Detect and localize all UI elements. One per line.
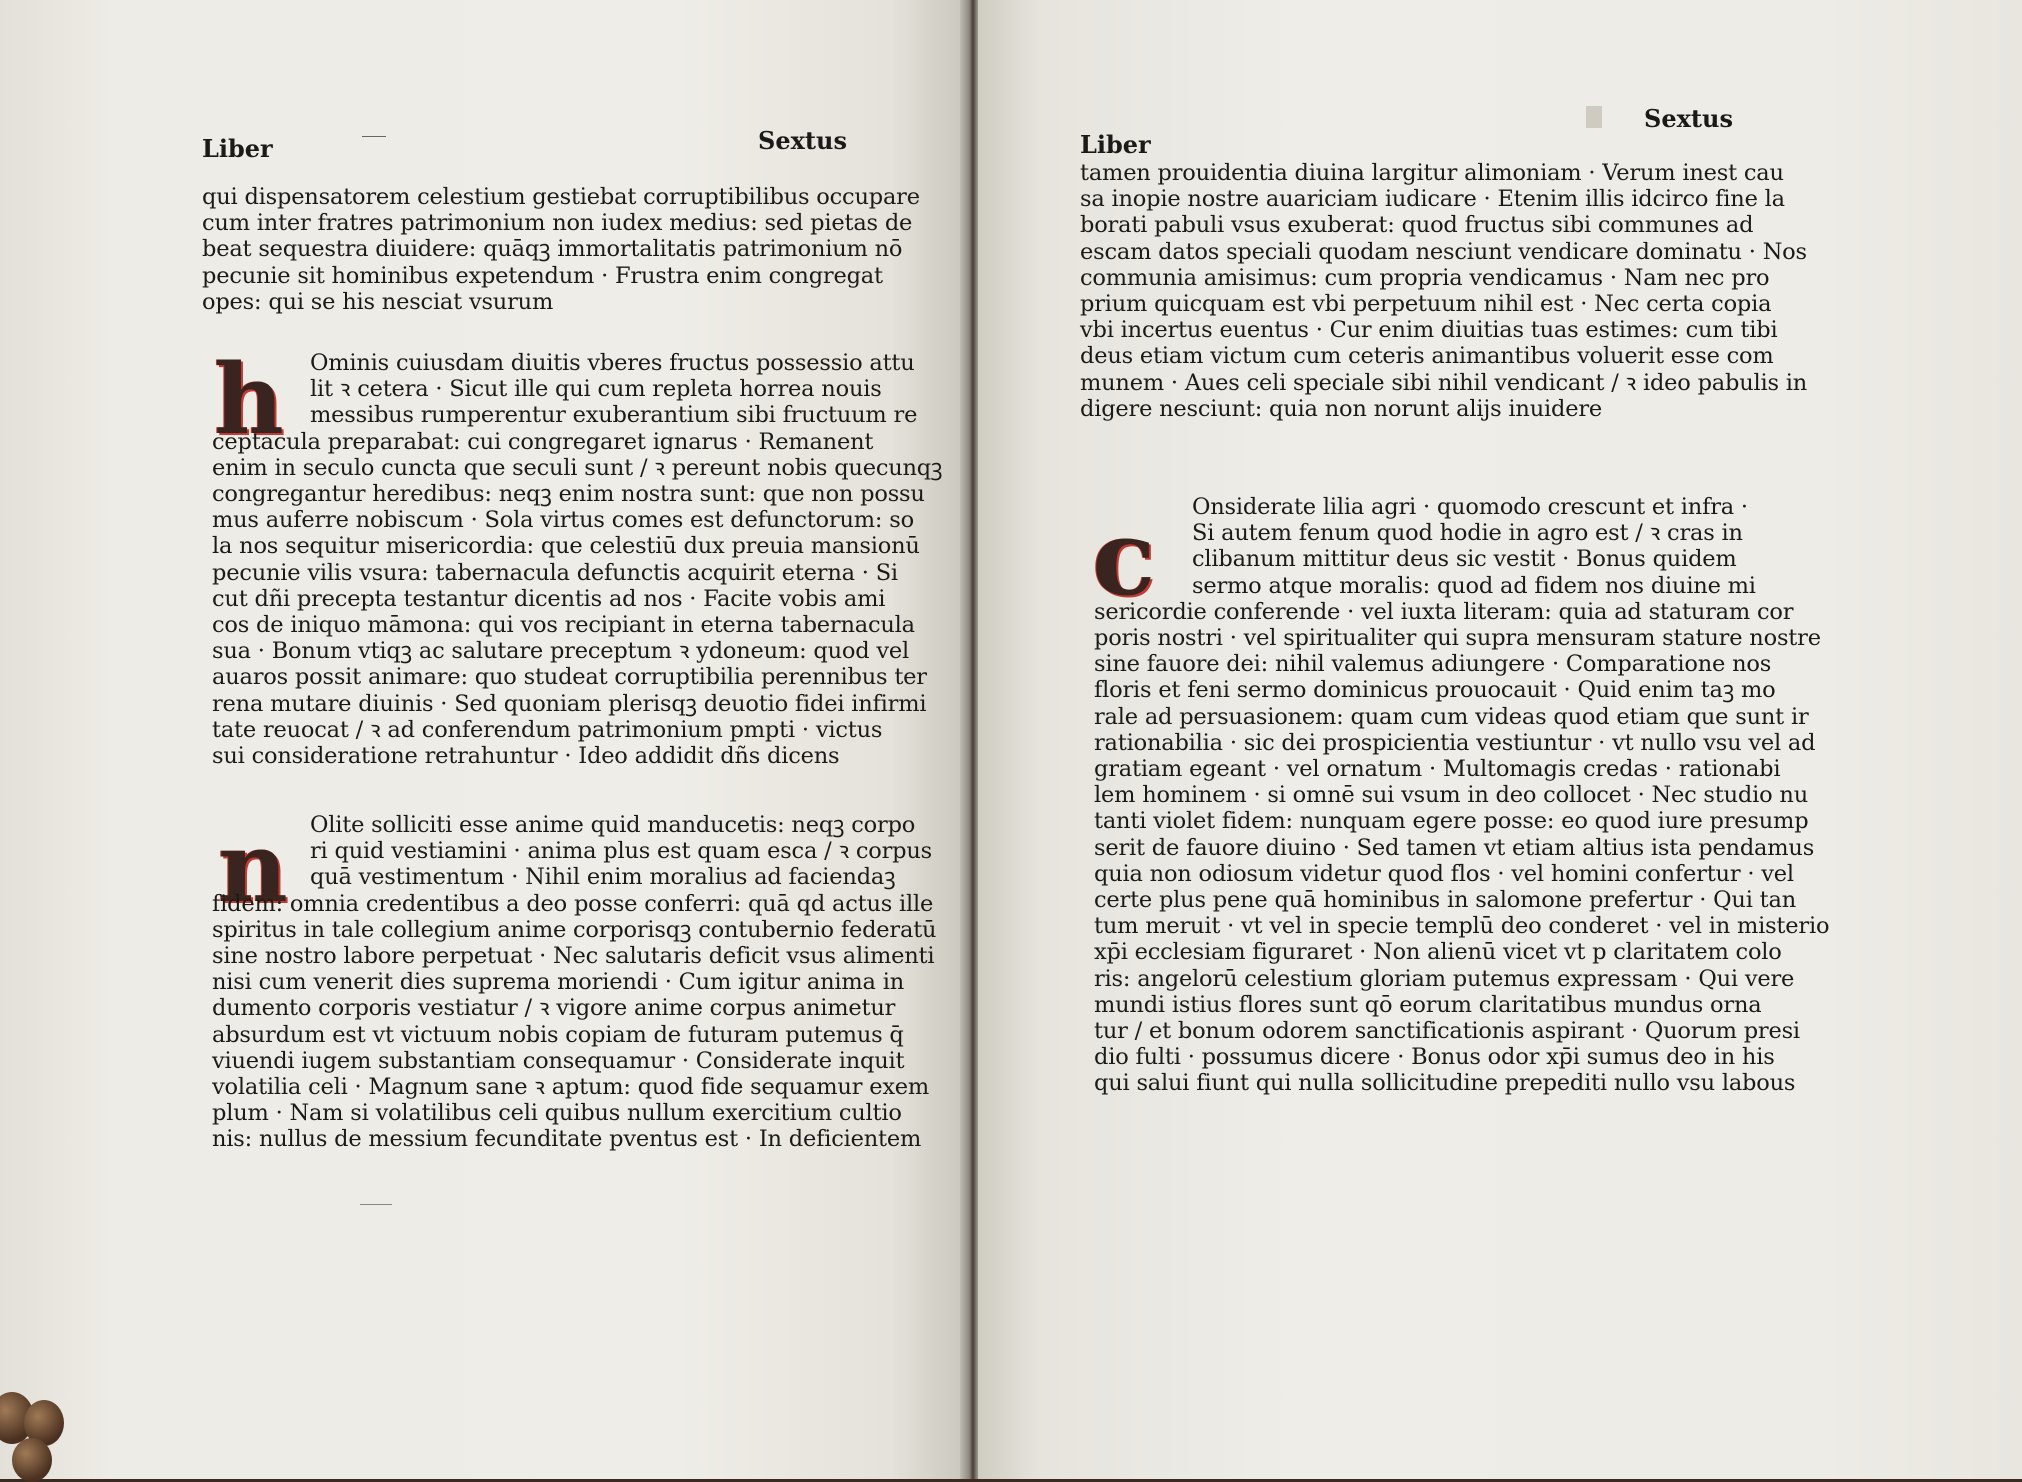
text-line: fidem: omnia credentibus a deo posse conferri: quā qd actus ille (212, 890, 934, 917)
text-line: quia non odiosum videtur quod flos · vel homini confertur · vel (1094, 860, 1794, 887)
text-line: digere nesciunt: quia non norunt alijs inuidere (1080, 395, 1602, 422)
text-line: rena mutare diuinis · Sed quoniam plerisqꝫ deuotio fidei infirmi (212, 690, 927, 717)
text-line: plum · Nam si volatilibus celi quibus nullum exercitium cultio (212, 1100, 902, 1127)
text-line: volatilia celi · Magnum sane ꝛ aptum: quod fide sequamur exem (212, 1074, 930, 1101)
right-paragraph-1 (1080, 160, 1807, 422)
printer-mark (1586, 106, 1602, 128)
text-line: Olite solliciti esse anime quid manducetis: neqꝫ corpo (310, 812, 916, 838)
running-head-right: Sextus (1644, 104, 1733, 133)
text-line: beat sequestra diuidere: quāqꝫ immortalitatis patrimonium nō (202, 236, 903, 263)
text-line: ris: angelorū celestium gloriam putemus expressam · Qui vere (1094, 965, 1795, 992)
text-line: prium quicquam est vbi perpetuum nihil est · Nec certa copia (1080, 291, 1772, 318)
text-line: clibanum mittitur deus sic vestit · Bonus quidem (1192, 546, 1737, 573)
text-line: messibus rumperentur exuberantium sibi fructuum re (310, 402, 918, 429)
text-line: cum inter fratres patrimonium non iudex medius: sed pietas de (202, 210, 913, 237)
text-line: poris nostri · vel spiritualiter qui supra mensuram stature nostre (1094, 625, 1821, 652)
drop-capital: n (218, 811, 288, 924)
text-line: Si autem fenum quod hodie in agro est / ꝛ cras in (1192, 520, 1743, 547)
text-line: cos de iniquo māmona: qui vos recipiant in eterna tabernacula (212, 612, 915, 639)
text-line: Ominis cuiusdam diuitis vberes fructus possessio attu (310, 350, 915, 376)
text-line: sericordie conferende · vel iuxta literam: quia ad staturam cor (1094, 598, 1794, 625)
text-line: mundi istius flores sunt qō eorum claritatibus mundus orna (1094, 991, 1762, 1018)
text-line: pecunie sit hominibus expetendum · Frustra enim congregat (202, 262, 883, 289)
text-line: serit de fauore diuino · Sed tamen vt etiam altius ista pendamus (1094, 834, 1815, 861)
text-line: rale ad persuasionem: quam cum videas quod etiam que sunt ir (1094, 703, 1809, 730)
running-head-left: Liber (1080, 130, 1151, 159)
text-line: sua · Bonum vtiqꝫ ac salutare preceptum ꝛ ydoneum: quod vel (212, 638, 910, 665)
text-line: escam datos speciali quodam nesciunt vendicare dominatu · Nos (1080, 238, 1807, 265)
text-line: spiritus in tale collegium anime corporisqꝫ contubernio federatū (212, 916, 937, 943)
running-head-right: Sextus (758, 126, 847, 155)
text-line: certe plus pene quā hominibus in salomone prefertur · Qui tan (1094, 887, 1796, 914)
head-rule (362, 136, 386, 137)
text-line: nis: nullus de messium fecunditate pventus est · In deficientem (212, 1126, 922, 1153)
left-paragraph-3 (212, 812, 936, 1153)
text-line: tum meruit · vt vel in specie templū deo conderet · vel in misterio (1094, 913, 1830, 940)
text-line: sine nostro labore perpetuat · Nec salutaris deficit vsus alimenti (212, 943, 935, 970)
text-line: deus etiam victum cum ceteris animantibus voluerit esse com (1080, 343, 1774, 370)
text-line: communia amisimus: cum propria vendicamus · Nam nec pro (1080, 264, 1770, 291)
text-line: sui consideratione retrahuntur · Ideo addidit dñs dicens (212, 743, 840, 770)
text-line: vbi incertus euentus · Cur enim diuitias tuas estimes: cum tibi (1080, 317, 1778, 344)
text-line: tate reuocat / ꝛ ad conferendum patrimonium pmpti · victus (212, 716, 883, 743)
text-line: rationabilia · sic dei prospicientia vestiuntur · vt nullo vsu vel ad (1094, 729, 1816, 756)
text-line: nisi cum venerit dies suprema moriendi · Cum igitur anima in (212, 969, 904, 996)
text-line: sine fauore dei: nihil valemus adiungere · Comparatione nos (1094, 651, 1772, 678)
bookmark-bead (12, 1438, 52, 1482)
text-line: auaros possit animare: quo studeat corruptibilia perennibus ter (212, 664, 927, 691)
text-line: floris et feni sermo dominicus prouocauit · Quid enim taꝫ mo (1094, 677, 1776, 704)
text-line: dio fulti · possumus dicere · Bonus odor xp̄i sumus deo in his (1094, 1044, 1775, 1071)
text-line: qui dispensatorem celestium gestiebat corruptibilibus occupare (202, 184, 920, 210)
text-line: tamen prouidentia diuina largitur alimoniam · Verum inest cau (1080, 160, 1784, 186)
text-line: borati pabuli vsus exuberat: quod fructus sibi communes ad (1080, 212, 1754, 239)
text-line: congregantur heredibus: neqꝫ enim nostra sunt: que non possu (212, 481, 925, 508)
text-line: absurdum est vt victuum nobis copiam de futuram putemus q̄ (212, 1021, 904, 1048)
text-line: dumento corporis vestiatur / ꝛ vigore anime corpus animetur (212, 995, 896, 1022)
text-line: Onsiderate lilia agri · quomodo crescunt et infra · (1192, 494, 1748, 520)
text-line: qui salui fiunt qui nulla sollicitudine prepediti nullo vsu labous (1094, 1070, 1796, 1097)
text-line: xp̄i ecclesiam figuraret · Non alienū vicet vt p claritatem colo (1094, 939, 1782, 966)
text-line: munem · Aues celi speciale sibi nihil vendicant / ꝛ ideo pabulis in (1080, 369, 1808, 396)
text-line: lem hominem · si omnē sui vsum in deo collocet · Nec studio nu (1094, 782, 1808, 809)
left-paragraph-1 (202, 184, 920, 315)
text-line: mus auferre nobiscum · Sola virtus comes est defunctorum: so (212, 507, 914, 534)
text-line: tur / et bonum odorem sanctificationis aspirant · Quorum presi (1094, 1018, 1800, 1045)
drop-capital: h (214, 343, 284, 456)
text-line: pecunie vilis vsura: tabernacula defunctis acquirit eterna · Si (212, 559, 898, 586)
text-line: cut dñi precepta testantur dicentis ad nos · Facite vobis ami (212, 585, 886, 612)
text-line: viuendi iugem substantiam consequamur · Considerate inquit (212, 1047, 905, 1074)
text-line: gratiam egeant · vel ornatum · Multomagis credas · rationabi (1094, 756, 1781, 783)
left-page (0, 0, 968, 1479)
text-line: sa inopie nostre auariciam iudicare · Etenim illis idcirco fine la (1080, 186, 1785, 213)
text-line: ri quid vestiamini · anima plus est quam esca / ꝛ corpus (310, 838, 933, 865)
right-page (978, 0, 2022, 1479)
right-paragraph-2 (1094, 494, 1829, 1097)
text-line: la nos sequitur misericordia: que celestiū dux preuia mansionū (212, 533, 920, 560)
left-paragraph-2 (212, 343, 943, 770)
catchword-rule (360, 1204, 392, 1205)
text-line: ceptacula preparabat: cui congregaret ignarus · Remanent (212, 428, 874, 455)
text-line: tanti violet fidem: nunquam egere posse: eo quod iure presump (1094, 808, 1809, 835)
text-line: enim in seculo cuncta que seculi sunt / ꝛ pereunt nobis quecunqꝫ (212, 454, 943, 481)
running-head-left: Liber (202, 134, 273, 163)
text-line: lit ꝛ cetera · Sicut ille qui cum repleta horrea nouis (310, 376, 882, 403)
drop-capital: c (1092, 496, 1156, 619)
text-line: sermo atque moralis: quod ad fidem nos diuine mi (1192, 572, 1756, 599)
text-line: quā vestimentum · Nihil enim moralius ad faciendaꝫ (310, 864, 896, 891)
text-line: opes: qui se his nesciat vsurum (202, 288, 554, 315)
